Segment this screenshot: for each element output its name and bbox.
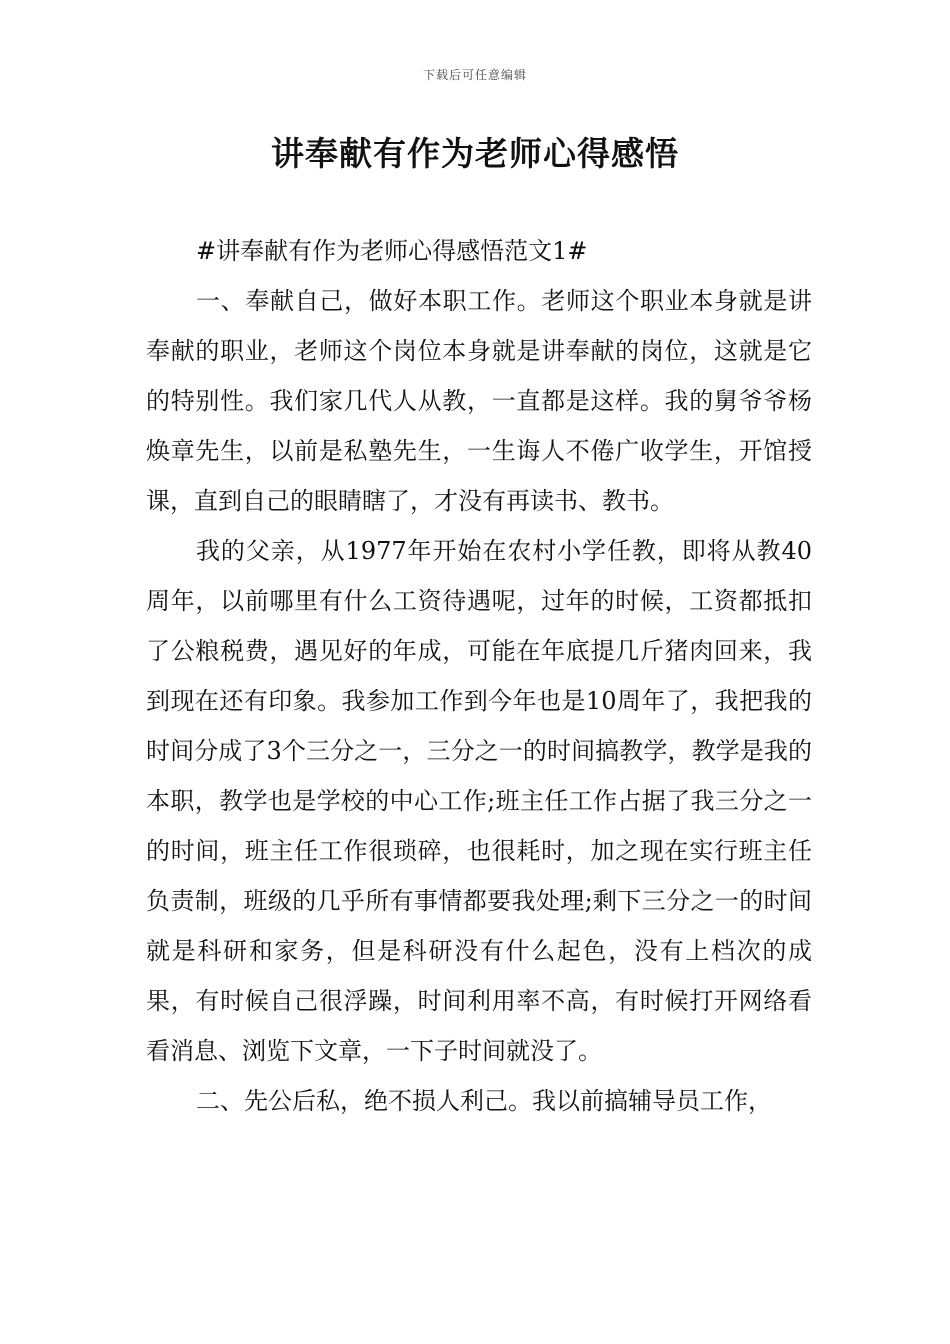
document-body [146,226,812,1126]
paragraph-1: 一、奉献自己，做好本职工作。老师这个职业本身就是讲奉献的职业，老师这个岗位本身就是讲奉献的岗位，这就是它的特别性。我们家几代人从教，一直都是这样。我的舅爷爷杨焕章先生，以前是私塾先生，一生诲人不倦广收学生，开馆授课，直到自己的眼睛瞎了，才没有再读书、教书。 [146,287,812,515]
header-note: 下载后可任意编辑 [422,68,527,82]
document-title: 讲奉献有作为老师心得感悟 [271,134,679,173]
section-subheading: #讲奉献有作为老师心得感悟范文1# [196,237,588,265]
paragraph-2: 我的父亲，从1977年开始在农村小学任教，即将从教40周年，以前哪里有什么工资待遇呢，过年的时候，工资都抵扣了公粮税费，遇见好的年成，可能在年底提几斤猪肉回来，我到现在还有印象。我参加工作到今年也是10周年了，我把我的时间分成了3个三分之一，三分之一的时间搞教学，教学是我的本职，教学也是学校的中心工作;班主任工作占据了我三分之一的时间，班主任工作很琐碎，也很耗时，加之现在实行班主任负责制，班级的几乎所有事情都要我处理;剩下三分之一的时间就是科研和家务，但是科研没有什么起色，没有上档次的成果，有时候自己很浮躁，时间利用率不高，有时候打开网络看看消息、浏览下文章，一下子时间就没了。 [146,537,812,1065]
paragraph-3: 二、先公后私，绝不损人利己。我以前搞辅导员工作， [196,1087,772,1115]
